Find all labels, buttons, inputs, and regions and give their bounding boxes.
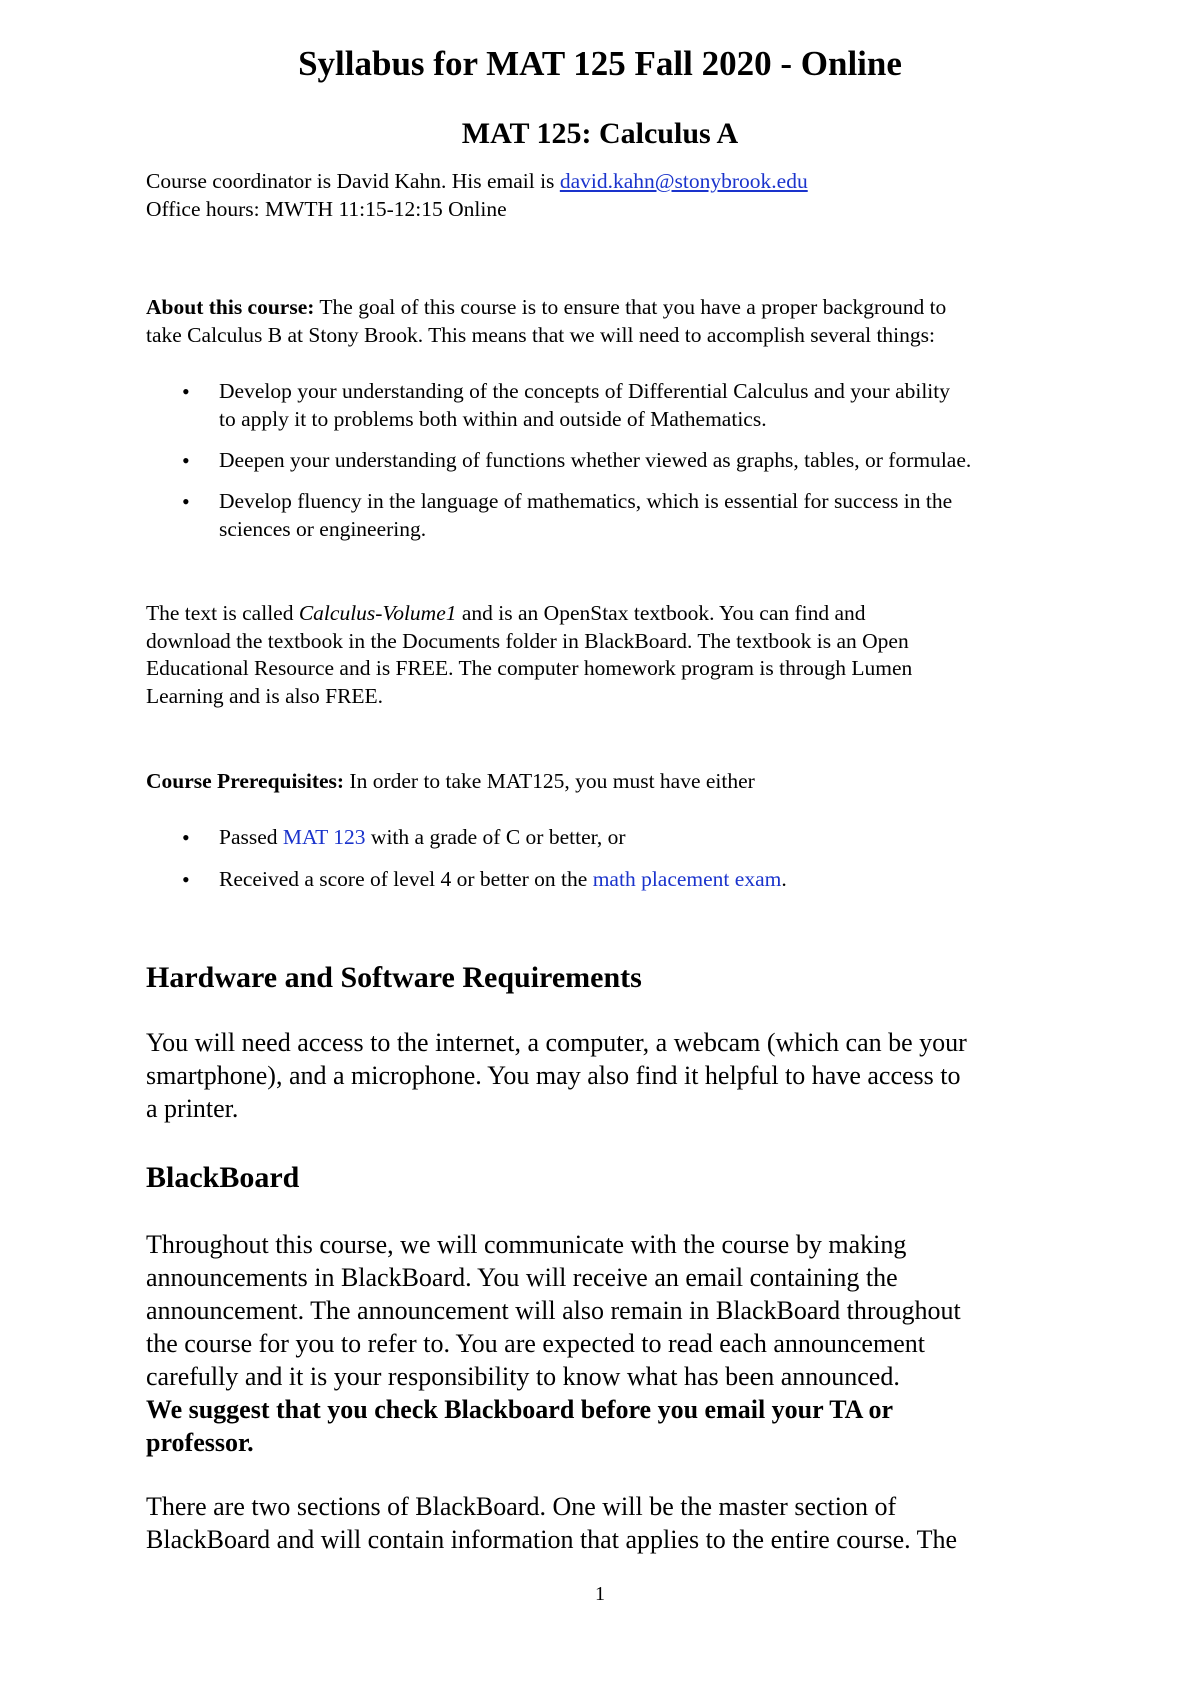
textbook-paragraph: The text is called Calculus-Volume1 and is an OpenStax textbook. You can find and download the textbook in the Documents folder in BlackBoard. The textbook is an Open Educational Resource and is FREE. The computer homework program is through Lumen Learning and is also FREE. <box>146 601 913 708</box>
about-course-paragraph: About this course: The goal of this course is to ensure that you have a proper background to take Calculus B at Stony Brook. This means that we will need to accomplish several things: <box>146 295 947 347</box>
bullet-icon: • <box>182 867 190 892</box>
office-hours: Office hours: MWTH 11:15-12:15 Online <box>146 196 507 221</box>
prerequisites-paragraph: Course Prerequisites: In order to take MAT125, you must have either <box>146 769 755 793</box>
syllabus-page: Syllabus for MAT 125 Fall 2020 - Online MAT 125: Calculus A Course coordinator is David Kahn. His email is david.kahn@stonybrook.edu Office hours: MWTH 11:15-12:15 Online About this course: The goal of this course is to ensure that you have a proper background to take Calculus B at Stony Brook. This means that we will need to accomplish several things: • Develop your understanding of the concepts of Differential Calculus and your ability to apply it to problems both within and outside of Mathematics. • Deepen your understanding of functions whether viewed as graphs, tables, or formulae. • Develop fluency in the language of mathematics, which is essential for success in the sciences or engineering. The text is called Calculus-Volume1 and is an OpenStax textbook. You can find and download the textbook in the Documents folder in BlackBoard. The textbook is an Open Educational Resource and is FREE. The computer homework program is through Lumen Learning and is also FREE. Course Prerequisites: In order to take MAT125, you must have either • Passed MAT 123 with a grade of C or better, or • Received a score of level 4 or better on the math placement exam. Hardware and Software Requirements You will need access to the internet, a computer, a webcam (which can be your smartphone), and a microphone. You may also find it helpful to have access to a printer. BlackBoard Throughout this course, we will communicate with the course by making announcements in BlackBoard. You will receive an email containing the announcement. The announcement will also remain in BlackBoard throughout the course for you to refer to. You are expected to read each announcement carefully and it is your responsibility to know what has been announced. We suggest that you check Blackboard before you email your TA or professor. There are two sections of BlackBoard. One will be the master section of BlackBoard and will contain information that applies to the entire course. The 1 <box>0 0 1200 1696</box>
textbook-title: Calculus-Volume1 <box>298 601 457 625</box>
hardware-paragraph: You will need access to the internet, a computer, a webcam (which can be your smartphone), and a microphone. You may also find it helpful to have access to a printer. <box>146 1028 967 1123</box>
about-course-label: About this course: <box>146 295 315 319</box>
hardware-heading: Hardware and Software Requirements <box>146 961 642 994</box>
blackboard-suggestion: We suggest that you check Blackboard before you email your TA or <box>146 1395 894 1424</box>
math-placement-exam-link[interactable]: math placement exam <box>592 867 782 891</box>
coordinator-line: Course coordinator is David Kahn. His email is david.kahn@stonybrook.edu <box>146 169 808 193</box>
bullet-icon: • <box>182 489 190 514</box>
bullet-icon: • <box>182 825 190 850</box>
bullet-icon: • <box>182 379 190 404</box>
blackboard-paragraph: Throughout this course, we will communicate with the course by making announcements in BlackBoard. You will receive an email containing the announcement. The announcement will also remain in BlackBoard throughout the course for you to refer to. You are expected to read each announcement carefully and it is your responsibility to know what has been announced. We suggest that you check Blackboard before you email your TA or professor. <box>146 1228 1066 1459</box>
coordinator-info <box>146 168 1066 223</box>
bullet-icon: • <box>182 448 190 473</box>
coordinator-email-link[interactable]: david.kahn@stonybrook.edu <box>559 169 808 193</box>
page-number: 1 <box>595 1583 605 1605</box>
mat123-link[interactable]: MAT 123 <box>282 825 366 849</box>
blackboard-heading: BlackBoard <box>146 1161 300 1194</box>
blackboard-sections-paragraph: There are two sections of BlackBoard. One will be the master section of BlackBoard and will contain information that applies to the entire course. The <box>146 1492 958 1554</box>
prerequisites-label: Course Prerequisites: <box>146 769 345 793</box>
course-subtitle: MAT 125: Calculus A <box>461 117 739 150</box>
document-title: Syllabus for MAT 125 Fall 2020 - Online <box>298 44 902 83</box>
